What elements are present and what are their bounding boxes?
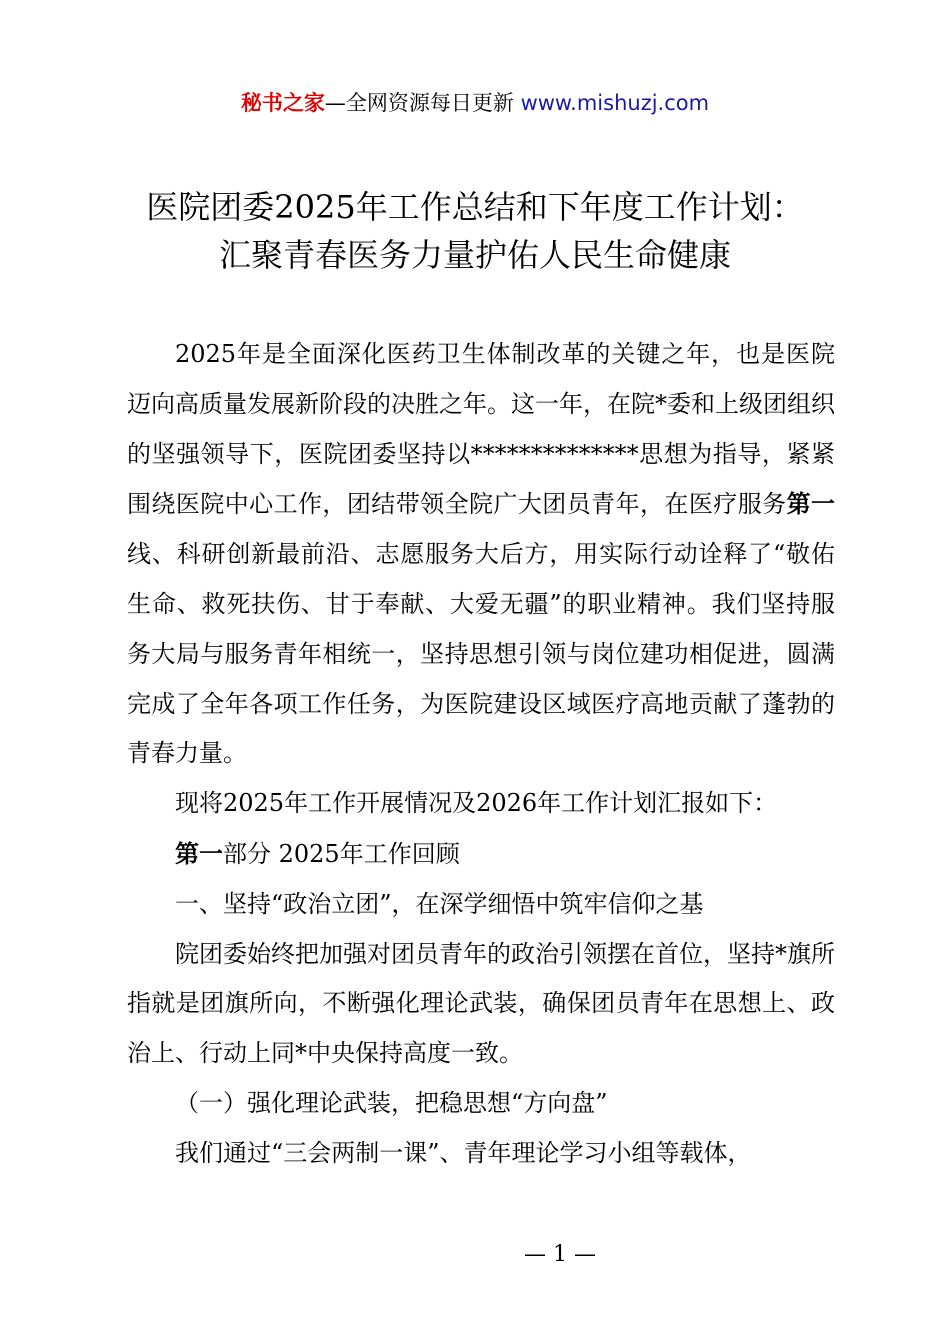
section-one-paragraph: 院团委始终把加强对团员青年的政治引领摆在首位，坚持*旗所指就是团旗所向，不断强化理论武装，确保团员青年在思想上、政治上、行动上同*中央保持高度一致。	[127, 939, 835, 1068]
report-intro-paragraph: 现将2025年工作开展情况及2026年工作计划汇报如下：	[175, 789, 778, 818]
site-url-link[interactable]: www.mishuzj.com	[520, 91, 710, 115]
site-header	[0, 88, 950, 118]
intro-text-a: 2025年是全面深化医药卫生体制改革的关键之年，也是医院迈向高质量发展新阶段的决胜之年。这一年，在院*委和上级团组织的坚强领导下，医院团委坚持以**************思想为指导，紧紧围绕医院中心工作，团结带领全院广大团员青年，在医疗服务	[127, 340, 835, 519]
header-slogan: —全网资源每日更新	[324, 91, 521, 115]
intro-paragraph	[127, 330, 835, 779]
subsection-one-paragraph: 我们通过“三会两制一课”、青年理论学习小组等载体，	[175, 1138, 752, 1167]
document-title	[0, 183, 950, 279]
part-one-bold: 第一	[175, 838, 223, 868]
part-one-heading	[127, 829, 835, 880]
page-number: — 1 —	[524, 1242, 596, 1267]
title-line-2: 汇聚青春医务力量护佑人民生命健康	[218, 236, 731, 274]
intro-text-b: 线、科研创新最前沿、志愿服务大后方，用实际行动诠释了“敬佑生命、救死扶伤、甘于奉献、大爱无疆”的职业精神。我们坚持服务大局与服务青年相统一，坚持思想引领与岗位建功相促进，圆满完成了全年各项工作任务，为医院建设区域医疗高地贡献了蓬勃的青春力量。	[127, 540, 835, 768]
intro-bold-text: 第一	[786, 489, 836, 519]
part-one-rest: 部分 2025年工作回顾	[223, 839, 460, 868]
section-one-heading: 一、坚持“政治立团”，在深学细悟中筑牢信仰之基	[175, 889, 704, 918]
document-body	[127, 330, 835, 1179]
subsection-one-heading: （一）强化理论武装，把稳思想“方向盘”	[175, 1088, 608, 1117]
brand-name: 秘书之家	[240, 91, 325, 115]
title-line-1: 医院团委2025年工作总结和下年度工作计划：	[146, 188, 804, 226]
